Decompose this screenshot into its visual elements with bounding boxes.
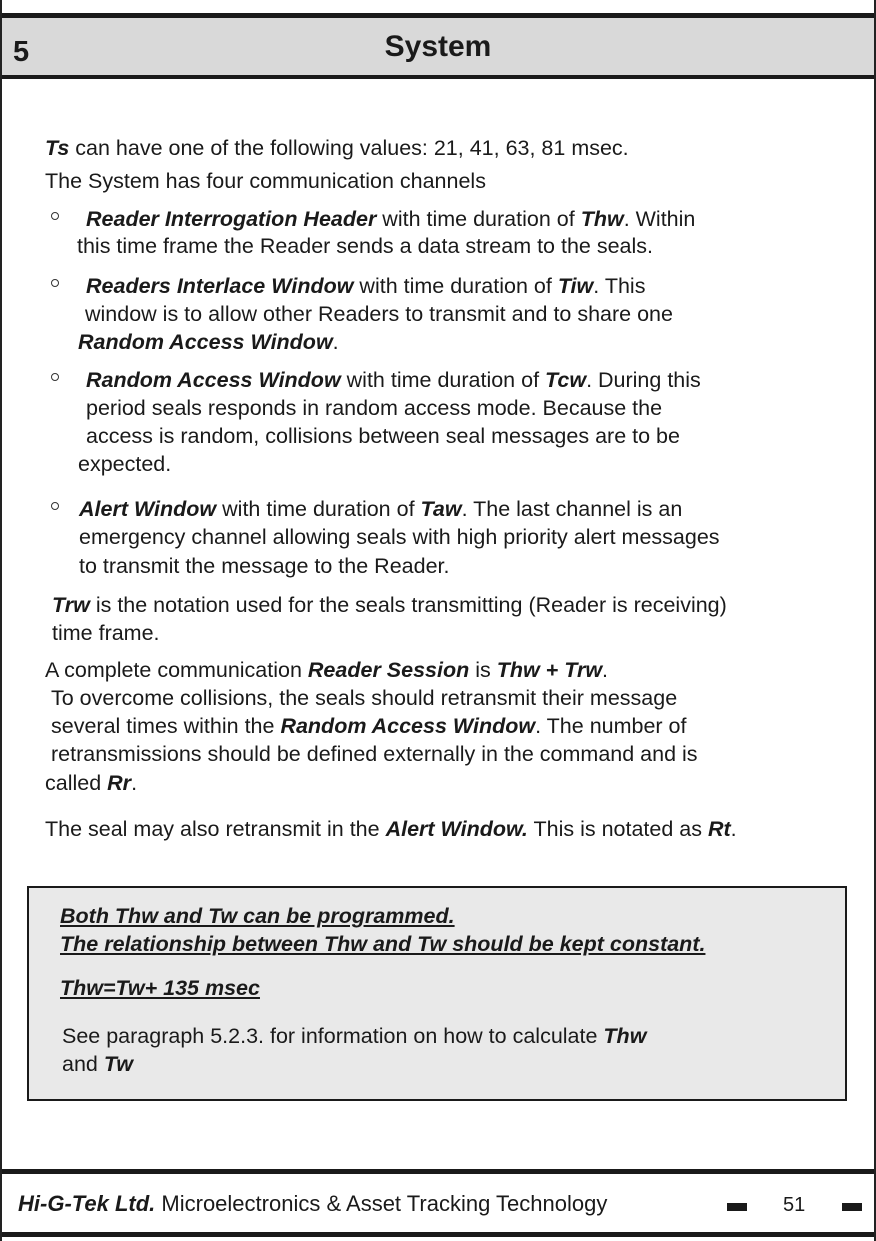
riw-line3: Random Access Window. [78, 330, 339, 354]
trw-line1: Trw is the notation used for the seals transmitting (Reader is receiving) [52, 593, 727, 617]
footer-dash-icon [842, 1203, 862, 1211]
raw-line3: access is random, collisions between seal messages are to be [86, 424, 680, 448]
session-line: A complete communication Reader Session is Thw + Trw. [45, 658, 609, 682]
riw-line2: window is to allow other Readers to transmit and to share one [85, 302, 673, 326]
collision-line4: called Rr. [45, 771, 138, 795]
company-name: Hi-G-Tek Ltd. [18, 1191, 156, 1216]
collision-line1: To overcome collisions, the seals should retransmit their message [51, 686, 678, 710]
rih-line2: this time frame the Reader sends a data stream to the seals. [77, 234, 654, 258]
note-line1: Both Thw and Tw can be programmed. [60, 904, 455, 928]
trw-line2: time frame. [52, 621, 160, 645]
collision-line3: retransmissions should be defined externally in the command and is [51, 742, 698, 766]
aw-line3: to transmit the message to the Reader. [79, 554, 450, 578]
footer-divider-bottom [2, 1232, 874, 1237]
footer-text [18, 1191, 607, 1217]
bullet-icon [51, 373, 59, 381]
aw-line1: Alert Window with time duration of Taw. The last channel is an [79, 497, 683, 521]
raw-line1: Random Access Window with time duration of Tcw. During this [86, 368, 701, 392]
note-box [27, 886, 847, 1101]
chapter-number: 5 [13, 36, 30, 68]
note-formula: Thw=Tw+ 135 msec [60, 976, 260, 1000]
raw-line2: period seals responds in random access mode. Because the [86, 396, 663, 420]
raw-line4: expected. [78, 452, 172, 476]
company-tagline: Microelectronics & Asset Tracking Technology [155, 1191, 608, 1216]
note-line2: The relationship between Thw and Tw should be kept constant. [60, 932, 706, 956]
riw-line1: Readers Interlace Window with time duration of Tiw. This [86, 274, 646, 298]
footer-dash-icon [727, 1203, 747, 1211]
bullet-icon [51, 212, 59, 220]
bullet-icon [51, 279, 59, 287]
page-border-left [0, 0, 2, 1241]
alert-retransmit-line: The seal may also retransmit in the Alert Window. This is notated as Rt. [45, 817, 737, 841]
page-number: 51 [783, 1194, 806, 1216]
note-see-line2: and Tw [62, 1052, 133, 1076]
footer-divider-top [2, 1169, 874, 1174]
note-see-line1: See paragraph 5.2.3. for information on how to calculate Thw [62, 1024, 647, 1048]
page-title: System [384, 30, 492, 63]
channels-intro: The System has four communication channels [45, 169, 486, 193]
collision-line2: several times within the Random Access Window. The number of [51, 714, 687, 738]
chapter-header [2, 13, 874, 79]
ts-paragraph: Ts can have one of the following values: 21, 41, 63, 81 msec. [45, 136, 629, 160]
rih-line1: Reader Interrogation Header with time duration of Thw. Within [86, 207, 696, 231]
bullet-icon [51, 502, 59, 510]
aw-line2: emergency channel allowing seals with high priority alert messages [79, 525, 720, 549]
